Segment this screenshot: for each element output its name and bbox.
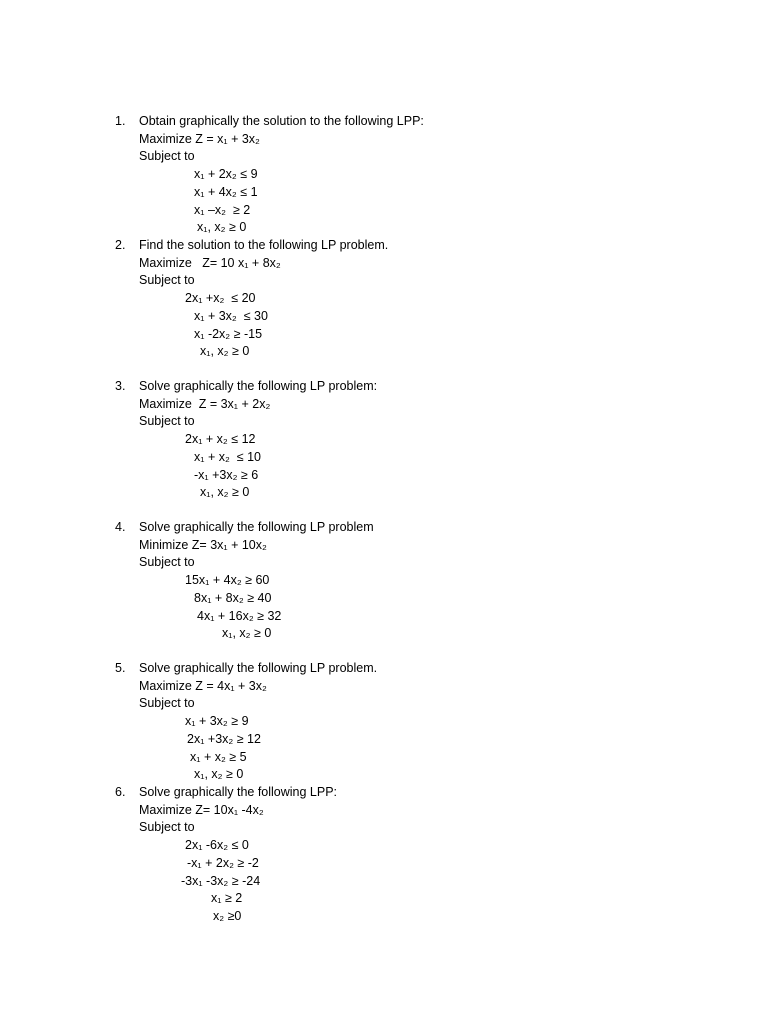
constraint: 15x₁ + 4x₂ ≥ 60 bbox=[185, 573, 270, 587]
constraint: x₁ -2x₂ ≥ -15 bbox=[194, 327, 263, 341]
constraint: x₁ ≥ 2 bbox=[211, 891, 243, 905]
non-negativity-constraint: x₁, x₂ ≥ 0 bbox=[194, 767, 244, 781]
constraint: 2x₁ -6x₂ ≤ 0 bbox=[185, 838, 249, 852]
constraint: x₁ + 3x₂ ≤ 30 bbox=[194, 309, 268, 323]
constraint: x₁ + 4x₂ ≤ 1 bbox=[194, 185, 258, 199]
problem-title: Obtain graphically the solution to the following LPP: bbox=[139, 114, 424, 128]
subject-to-label: Subject to bbox=[139, 696, 195, 710]
constraint: -x₁ + 2x₂ ≥ -2 bbox=[187, 856, 259, 870]
objective-function: Maximize Z= 10x₁ -4x₂ bbox=[139, 803, 264, 817]
constraint: 2x₁ +x₂ ≤ 20 bbox=[185, 291, 256, 305]
constraint: 8x₁ + 8x₂ ≥ 40 bbox=[194, 591, 272, 605]
objective-function: Maximize Z = 3x₁ + 2x₂ bbox=[139, 397, 271, 411]
objective-function: Maximize Z= 10 x₁ + 8x₂ bbox=[139, 256, 281, 270]
problem-number: 6. bbox=[115, 785, 126, 799]
problem-number: 4. bbox=[115, 520, 126, 534]
problem-number: 2. bbox=[115, 238, 126, 252]
non-negativity-constraint: x₁, x₂ ≥ 0 bbox=[222, 626, 272, 640]
subject-to-label: Subject to bbox=[139, 149, 195, 163]
problem-title: Solve graphically the following LP problem bbox=[139, 520, 374, 534]
subject-to-label: Subject to bbox=[139, 273, 195, 287]
non-negativity-constraint: x₁, x₂ ≥ 0 bbox=[200, 485, 250, 499]
problem-title: Solve graphically the following LP problem: bbox=[139, 379, 378, 393]
problem-title: Solve graphically the following LPP: bbox=[139, 785, 338, 799]
constraint: 4x₁ + 16x₂ ≥ 32 bbox=[197, 609, 282, 623]
non-negativity-constraint: x₁, x₂ ≥ 0 bbox=[200, 344, 250, 358]
constraint: x₁ + x₂ ≤ 10 bbox=[194, 450, 261, 464]
constraint: 2x₁ +3x₂ ≥ 12 bbox=[187, 732, 261, 746]
problem-number: 3. bbox=[115, 379, 126, 393]
constraint: x₂ ≥0 bbox=[213, 909, 242, 923]
objective-function: Maximize Z = x₁ + 3x₂ bbox=[139, 132, 260, 146]
constraint: x₁ + x₂ ≥ 5 bbox=[190, 750, 247, 764]
constraint: -x₁ +3x₂ ≥ 6 bbox=[194, 468, 259, 482]
objective-function: Maximize Z = 4x₁ + 3x₂ bbox=[139, 679, 267, 693]
non-negativity-constraint: x₁, x₂ ≥ 0 bbox=[197, 220, 247, 234]
problem-number: 5. bbox=[115, 661, 126, 675]
constraint: x₁ –x₂ ≥ 2 bbox=[194, 203, 251, 217]
constraint: x₁ + 2x₂ ≤ 9 bbox=[194, 167, 258, 181]
problem-number: 1. bbox=[115, 114, 126, 128]
problem-title: Solve graphically the following LP problem. bbox=[139, 661, 378, 675]
constraint: x₁ + 3x₂ ≥ 9 bbox=[185, 714, 249, 728]
subject-to-label: Subject to bbox=[139, 414, 195, 428]
objective-function: Minimize Z= 3x₁ + 10x₂ bbox=[139, 538, 267, 552]
problem-title: Find the solution to the following LP problem. bbox=[139, 238, 389, 252]
subject-to-label: Subject to bbox=[139, 555, 195, 569]
constraint: 2x₁ + x₂ ≤ 12 bbox=[185, 432, 256, 446]
constraint: -3x₁ -3x₂ ≥ -24 bbox=[181, 874, 261, 888]
subject-to-label: Subject to bbox=[139, 820, 195, 834]
